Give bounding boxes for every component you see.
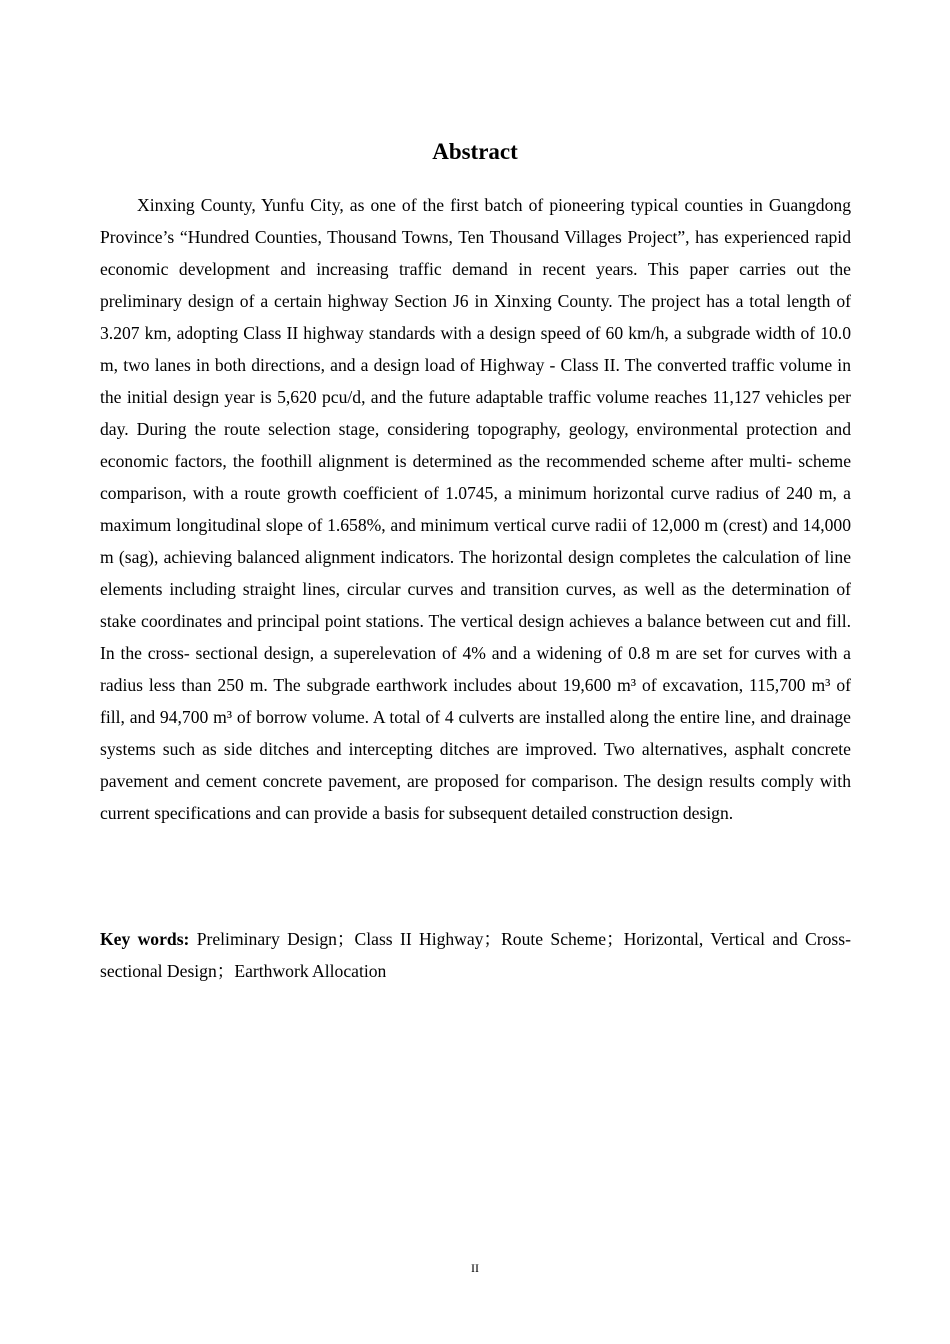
keywords-text: Preliminary Design；Class II Highway；Route Scheme；Horizontal, Vertical and Cross-sectional Design；Earthwork Allocation — [100, 929, 851, 981]
abstract-paragraph: Xinxing County, Yunfu City, as one of the first batch of pioneering typical counties in Guangdong Province’s “Hundred Counties, Thousand Towns, Ten Thousand Villages Project”, has experienced rapid economic development and increasing traffic demand in recent years. This paper carries out the preliminary design of a certain highway Section J6 in Xinxing County. The project has a total length of 3.207 km, adopting Class II highway standards with a design speed of 60 km/h, a subgrade width of 10.0 m, two lanes in both directions, and a design load of Highway - Class II. The converted traffic volume in the initial design year is 5,620 pcu/d, and the future adaptable traffic volume reaches 11,127 vehicles per day. During the route selection stage, considering topography, geology, environmental protection and economic factors, the foothill alignment is determined as the recommended scheme after multi- scheme comparison, with a route growth coefficient of 1.0745, a minimum horizontal curve radius of 240 m, a maximum longitudinal slope of 1.658%, and minimum vertical curve radii of 12,000 m (crest) and 14,000 m (sag), achieving balanced alignment indicators. The horizontal design completes the calculation of line elements including straight lines, circular curves and transition curves, as well as the determination of stake coordinates and principal point stations. The vertical design achieves a balance between cut and fill. In the cross- sectional design, a superelevation of 4% and a widening of 0.8 m are set for curves with a radius less than 250 m. The subgrade earthwork includes about 19,600 m³ of excavation, 115,700 m³ of fill, and 94,700 m³ of borrow volume. A total of 4 culverts are installed along the entire line, and drainage systems such as side ditches and intercepting ditches are improved. Two alternatives, asphalt concrete pavement and cement concrete pavement, are proposed for comparison. The design results comply with current specifications and can provide a basis for subsequent detailed construction design. — [100, 195, 851, 823]
page-number: II — [471, 1261, 479, 1275]
keywords-label: Key words: — [100, 929, 190, 949]
abstract-title: Abstract — [432, 139, 518, 164]
keywords-paragraph — [100, 923, 851, 987]
